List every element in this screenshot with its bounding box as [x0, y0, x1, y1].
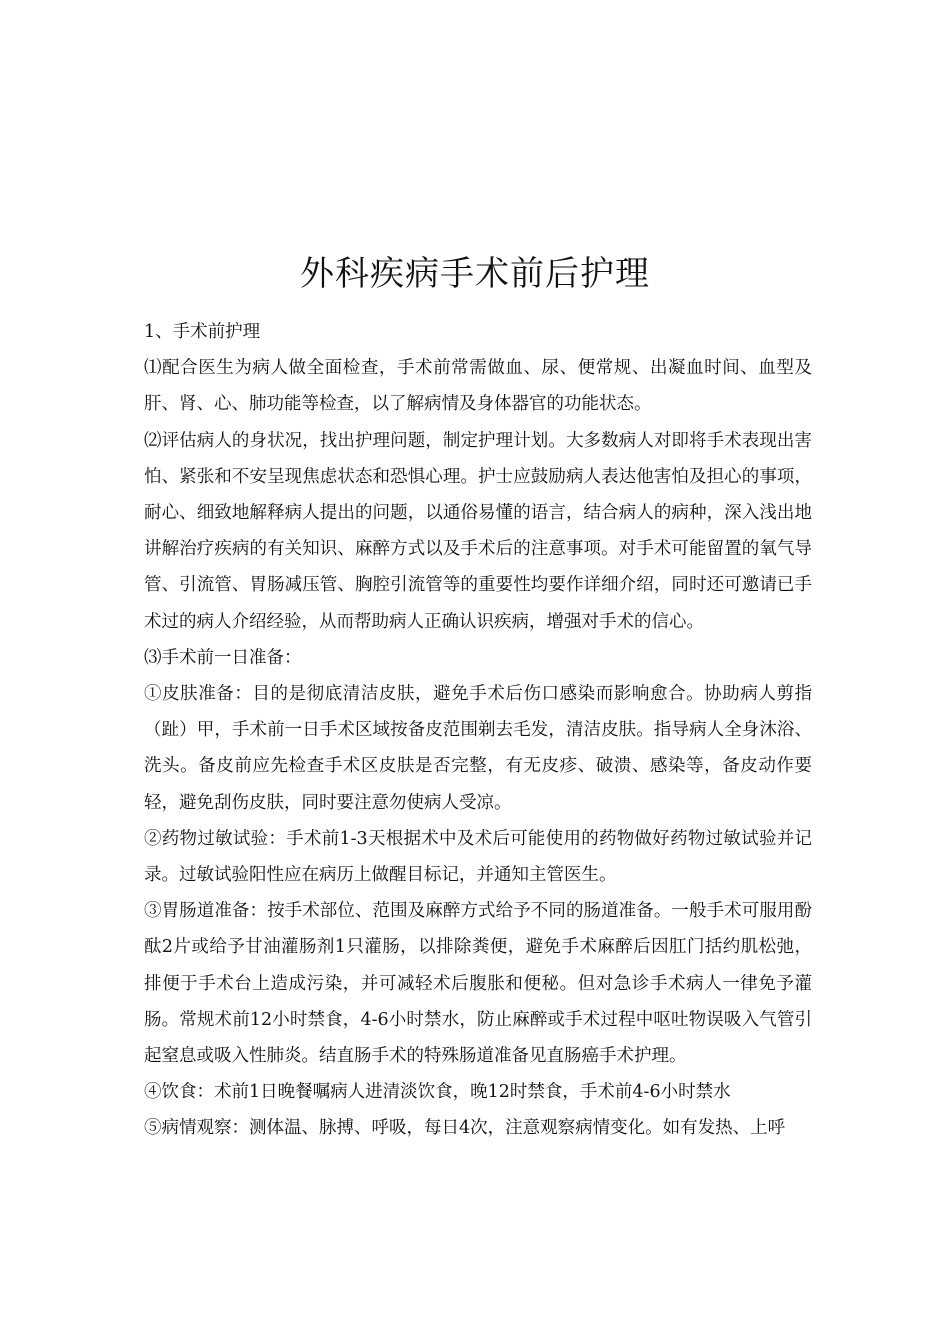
paragraph-diet: ④饮食：术前1日晚餐嘱病人进清淡饮食，晚12时禁食，手术前4-6小时禁水 — [144, 1082, 731, 1103]
paragraph-examination: ⑴配合医生为病人做全面检查，手术前常需做血、尿、便常规、出凝血时间、血型及肝、肾、心、肺功能等检查，以了解病情及身体器官的功能状态。 — [144, 358, 812, 415]
paragraph-gi-preparation: ③胃肠道准备：按手术部位、范围及麻醉方式给予不同的肠道准备。一般手术可服用酚酞2片或给予甘油灌肠剂1只灌肠，以排除粪便，避免手术麻醉后因肛门括约肌松弛，排便于手术台上造成污染，并可减轻术后腹胀和便秘。但对急诊手术病人一律免予灌肠。常规术前12小时禁食，4-6小时禁水，防止麻醉或手术过程中呕吐物误吸入气管引起窒息或吸入性肺炎。结直肠手术的特殊肠道准备见直肠癌手术护理。 — [144, 901, 812, 1067]
document-title: 外科疾病手术前后护理 — [300, 254, 650, 294]
section-heading-preoperative: 1、手术前护理 — [144, 322, 261, 342]
paragraph-skin-preparation: ①皮肤准备：目的是彻底清洁皮肤，避免手术后伤口感染而影响愈合。协助病人剪指（趾）甲，手术前一日手术区域按备皮范围剃去毛发，清洁皮肤。指导病人全身沐浴、洗头。备皮前应先检查手术区皮肤是否完整，有无皮疹、破溃、感染等，备皮动作要轻，避免刮伤皮肤，同时要注意勿使病人受凉。 — [144, 684, 812, 813]
document-body — [144, 314, 812, 1147]
paragraph-allergy-test: ②药物过敏试验：手术前1-3天根据术中及术后可能使用的药物做好药物过敏试验并记录。过敏试验阳性应在病历上做醒目标记，并通知主管医生。 — [144, 828, 812, 886]
paragraph-observation: ⑤病情观察：测体温、脉搏、呼吸，每日4次，注意观察病情变化。如有发热、上呼 — [144, 1118, 786, 1139]
paragraph-day-before-heading: ⑶手术前一日准备： — [144, 647, 302, 668]
paragraph-assessment: ⑵评估病人的身状况，找出护理问题，制定护理计划。大多数病人对即将手术表现出害怕、紧张和不安呈现焦虑状态和恐惧心理。护士应鼓励病人表达他害怕及担心的事项，耐心、细致地解释病人提出的问题，以通俗易懂的语言，结合病人的病种，深入浅出地讲解治疗疾病的有关知识、麻醉方式以及手术后的注意事项。对手术可能留置的氧气导管、引流管、胃肠减压管、胸腔引流管等的重要性均要作详细介绍，同时还可邀请已手术过的病人介绍经验，从而帮助病人正确认识疾病，增强对手术的信心。 — [144, 430, 812, 632]
